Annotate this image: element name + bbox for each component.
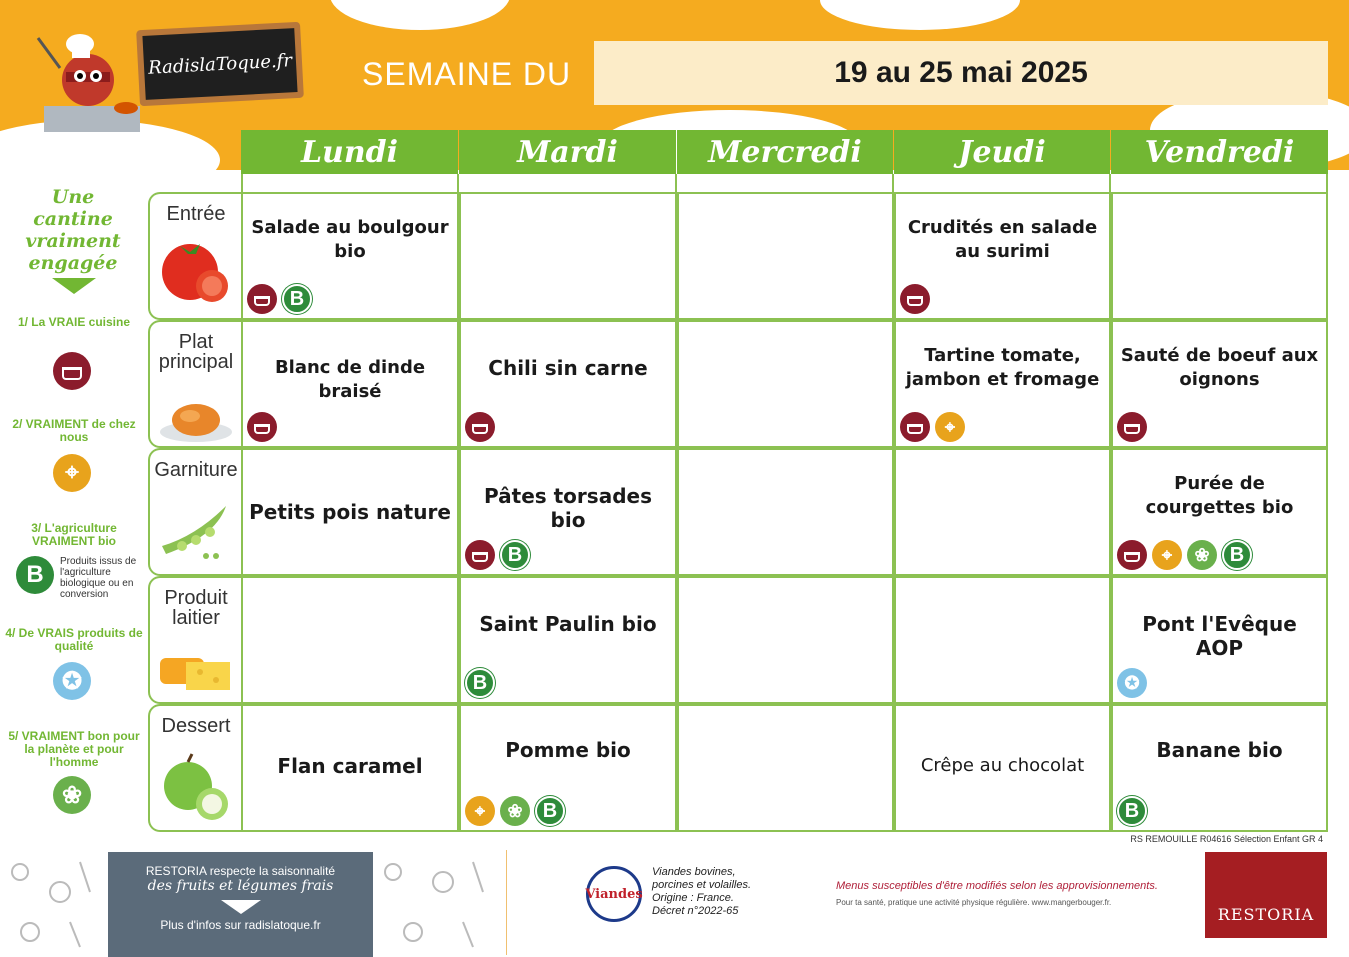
menu-cell-laitier-mardi [459, 576, 677, 704]
vegetables-doodle-icon [373, 852, 505, 957]
icon-group [1117, 412, 1147, 442]
planet-icon: ❀ [1187, 540, 1217, 570]
pot-icon [247, 284, 277, 314]
day-header-mercredi: Mercredi [677, 130, 893, 174]
pot-icon [465, 412, 495, 442]
dish-name: Banane bio [1156, 738, 1283, 762]
dish-name: Saint Paulin bio [479, 612, 657, 636]
origin-info [652, 866, 751, 918]
icon-group [1117, 796, 1147, 826]
icon-group [465, 540, 530, 570]
icon-group [247, 284, 312, 314]
pot-icon [900, 412, 930, 442]
peas-icon [156, 496, 236, 566]
menu-cell-entree-mardi [459, 192, 677, 320]
category-label: Dessert [161, 715, 231, 737]
menu-disclaimer: Menus susceptibles d'être modifiés selon les approvisionnements. [836, 880, 1158, 892]
menu-cell-dessert-mardi [459, 704, 677, 832]
divider [892, 174, 894, 192]
cheese-icon [156, 650, 236, 694]
category-label: Garniture [154, 459, 238, 481]
menu-cell-entree-vendredi [1111, 192, 1328, 320]
header-spacer [241, 174, 1328, 192]
category-entree [148, 192, 242, 320]
pot-icon [465, 540, 495, 570]
health-note: Pour ta santé, pratique une activité physique régulière. www.mangerbouger.fr. [836, 898, 1112, 907]
sidebar-item-label: 1/ La VRAIE cuisine [17, 315, 131, 329]
date-box [594, 41, 1328, 105]
sidebar-title: Une cantine vraiment engagée [25, 186, 121, 274]
menu-cell-laitier-jeudi [894, 576, 1111, 704]
dish-name: Crudités en salade au surimi [907, 217, 1098, 262]
dish-name: Pâtes torsades bio [484, 484, 652, 532]
dish-name: Chili sin carne [488, 356, 648, 380]
divider [506, 850, 507, 955]
pot-icon [900, 284, 930, 314]
dish-name: Blanc de dinde braisé [274, 357, 426, 402]
bio-icon: B [1222, 540, 1252, 570]
menu-reference: RS REMOUILLE R04616 Sélection Enfant GR 4 [1130, 834, 1323, 844]
dish-name: Pont l'Evêque AOP [1142, 612, 1297, 660]
menu-cell-entree-lundi [241, 192, 459, 320]
promo-link[interactable]: Plus d'infos sur radislatoque.fr [160, 918, 321, 932]
category-laitier [148, 576, 242, 704]
dish-name: Petits pois nature [249, 500, 451, 524]
menu-cell-garniture-lundi [241, 448, 459, 576]
menu-cell-entree-mercredi [677, 192, 894, 320]
sidebar-item-label: 2/ VRAIMENT de chez nous [12, 417, 136, 444]
quality-icon: ✪ [53, 662, 91, 700]
dish-name: Salade au boulgour bio [251, 217, 449, 262]
restoria-logo: RESTORIA [1205, 852, 1327, 938]
week-label: SEMAINE DU [362, 56, 572, 92]
local-icon: ⌖ [53, 454, 91, 492]
menu-cell-plat-mardi [459, 320, 677, 448]
sidebar-item-label: 5/ VRAIMENT bon pour la planète et pour l'homme [8, 729, 140, 769]
icon-group [465, 668, 495, 698]
menu-cell-plat-jeudi [894, 320, 1111, 448]
category-label: Entrée [166, 203, 226, 225]
date-range: 19 au 25 mai 2025 [834, 56, 1088, 89]
menu-cell-plat-vendredi [1111, 320, 1328, 448]
sidebar-item-label: 4/ De VRAIS produits de qualité [5, 626, 143, 653]
pot-icon [1117, 412, 1147, 442]
menu-cell-garniture-vendredi [1111, 448, 1328, 576]
menu-cell-garniture-jeudi [894, 448, 1111, 576]
pot-icon [1117, 540, 1147, 570]
day-header-mardi: Mardi [459, 130, 676, 174]
menu-cell-plat-mercredi [677, 320, 894, 448]
day-header-lundi: Lundi [241, 130, 458, 174]
dish-name: Pomme bio [505, 738, 631, 762]
menu-cell-garniture-mercredi [677, 448, 894, 576]
dish-name: Tartine tomate, jambon et fromage [905, 345, 1100, 390]
pot-icon [247, 412, 277, 442]
menu-cell-laitier-vendredi [1111, 576, 1328, 704]
dish-name: Purée de courgettes bio [1145, 473, 1294, 518]
divider [1109, 174, 1111, 192]
menu-cell-dessert-lundi [241, 704, 459, 832]
bio-icon: B [282, 284, 312, 314]
arrow-down-icon [221, 900, 261, 914]
divider [457, 174, 459, 192]
icon-group [900, 284, 930, 314]
origin-line: Décret n°2022-65 [652, 905, 739, 917]
dish-name: Flan caramel [277, 754, 423, 778]
dish-name: Crêpe au chocolat [920, 755, 1085, 776]
bio-note: Produits issus de l'agriculture biologique ou en conversion [60, 556, 137, 600]
icon-group [465, 412, 495, 442]
promo-banner [108, 852, 373, 957]
menu-cell-dessert-mercredi [677, 704, 894, 832]
bio-icon: B [1117, 796, 1147, 826]
arrow-down-icon [52, 278, 96, 294]
apple-icon [158, 752, 238, 822]
chef-mascot-icon [30, 28, 140, 138]
icon-group [1117, 668, 1147, 698]
brand-chalkboard [136, 22, 304, 106]
divider [675, 174, 677, 192]
menu-cell-laitier-lundi [241, 576, 459, 704]
vegetables-doodle-icon [0, 852, 108, 957]
planet-icon: ❀ [500, 796, 530, 826]
tomato-icon [158, 234, 234, 304]
icon-group [1117, 540, 1252, 570]
bio-icon: B [465, 668, 495, 698]
bio-icon: B [535, 796, 565, 826]
dish-name: Sauté de boeuf aux oignons [1120, 345, 1319, 390]
sidebar-item-label: 3/ L'agriculture VRAIMENT bio [31, 521, 117, 548]
menu-cell-laitier-mercredi [677, 576, 894, 704]
day-header-jeudi: Jeudi [894, 130, 1110, 174]
day-header-vendredi: Vendredi [1111, 130, 1328, 174]
pot-icon [53, 352, 91, 390]
icon-group [900, 412, 965, 442]
category-garniture [148, 448, 242, 576]
viandes-francaises-logo [586, 866, 642, 922]
origin-line: Viandes bovines, [652, 866, 736, 878]
roast-chicken-icon [158, 394, 234, 444]
category-plat [148, 320, 242, 448]
menu-cell-entree-jeudi [894, 192, 1111, 320]
promo-line2: des fruits et légumes frais [147, 878, 334, 894]
brand-name: RadislaToque.fr [147, 49, 293, 79]
local-icon: ⌖ [465, 796, 495, 826]
icon-group [247, 412, 277, 442]
category-label: Plat principal [158, 331, 234, 373]
category-label: Produit laitier [164, 587, 228, 629]
menu-cell-dessert-jeudi [894, 704, 1111, 832]
icon-group [465, 796, 565, 826]
quality-icon: ✪ [1117, 668, 1147, 698]
origin-line: porcines et volailles. [652, 879, 752, 891]
local-icon: ⌖ [935, 412, 965, 442]
planet-icon: ❀ [53, 776, 91, 814]
menu-cell-dessert-vendredi [1111, 704, 1328, 832]
vf-logo-text: Viandes [585, 886, 643, 902]
local-icon: ⌖ [1152, 540, 1182, 570]
origin-line: Origine : France. [652, 892, 734, 904]
menu-cell-garniture-mardi [459, 448, 677, 576]
bio-icon: B [500, 540, 530, 570]
category-dessert [148, 704, 242, 832]
bio-icon: B [16, 556, 54, 594]
menu-cell-plat-lundi [241, 320, 459, 448]
promo-line1: RESTORIA respecte la saisonnalité [145, 864, 336, 878]
